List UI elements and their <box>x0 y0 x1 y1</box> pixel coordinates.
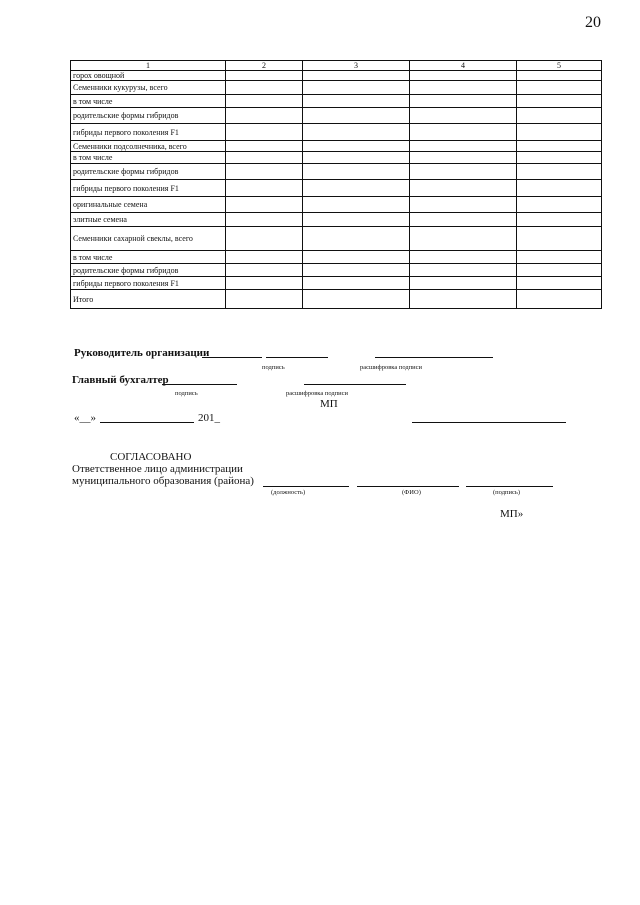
table-row <box>71 197 602 213</box>
row-label: гибриды первого поколения F1 <box>71 277 226 290</box>
row-label: горох овощной <box>71 71 226 81</box>
table-cell <box>303 180 410 197</box>
table-cell <box>226 124 303 141</box>
head-signature-caption: подпись <box>262 364 285 371</box>
approval-title: СОГЛАСОВАНО <box>110 451 192 463</box>
row-label: Семенники кукурузы, всего <box>71 81 226 95</box>
table-cell <box>517 197 602 213</box>
table-cell <box>517 180 602 197</box>
seed-table <box>70 60 602 309</box>
table-row <box>71 71 602 81</box>
table-cell <box>410 197 517 213</box>
table-cell <box>226 264 303 277</box>
table-cell <box>410 213 517 227</box>
accountant-label: Главный бухгалтер <box>72 374 169 386</box>
head-decoding-caption: расшифровка подписи <box>360 364 423 371</box>
approval-line1: Ответственное лицо администрации <box>72 463 243 475</box>
table-header-row <box>71 61 602 71</box>
table-cell <box>410 81 517 95</box>
table-cell <box>303 277 410 290</box>
table-row <box>71 81 602 95</box>
table-cell <box>226 81 303 95</box>
table-cell <box>517 71 602 81</box>
head-blank-line[interactable] <box>202 357 262 358</box>
row-label: оригинальные семена <box>71 197 226 213</box>
table-cell <box>517 152 602 164</box>
approval-line2: муниципального образования (района) <box>72 475 254 487</box>
row-label: в том числе <box>71 251 226 264</box>
table-cell <box>226 141 303 152</box>
table-row <box>71 124 602 141</box>
column-header: 1 <box>71 61 226 71</box>
table-cell <box>517 227 602 251</box>
table-cell <box>517 164 602 180</box>
row-label: Итого <box>71 290 226 309</box>
table-cell <box>303 164 410 180</box>
accountant-decoding-line[interactable] <box>304 384 406 385</box>
table-cell <box>410 95 517 108</box>
table-cell <box>517 81 602 95</box>
table-row <box>71 227 602 251</box>
table-row <box>71 180 602 197</box>
column-header: 3 <box>303 61 410 71</box>
table-cell <box>410 251 517 264</box>
table-row <box>71 213 602 227</box>
table-cell <box>303 108 410 124</box>
column-header: 4 <box>410 61 517 71</box>
table-row <box>71 152 602 164</box>
column-header: 2 <box>226 61 303 71</box>
table-row <box>71 277 602 290</box>
table-cell <box>226 95 303 108</box>
table-cell <box>226 108 303 124</box>
table-cell <box>517 108 602 124</box>
table-cell <box>303 290 410 309</box>
table-cell <box>410 264 517 277</box>
accountant-decoding-caption: расшифровка подписи <box>286 390 349 397</box>
table-cell <box>226 290 303 309</box>
row-label: родительские формы гибридов <box>71 164 226 180</box>
head-signature-line[interactable] <box>266 357 328 358</box>
table-row <box>71 264 602 277</box>
date-year: 201_ <box>198 412 220 424</box>
row-label: гибриды первого поколения F1 <box>71 124 226 141</box>
row-label: элитные семена <box>71 213 226 227</box>
table-cell <box>226 251 303 264</box>
approval-name-line[interactable] <box>357 486 459 487</box>
table-cell <box>303 227 410 251</box>
table-cell <box>226 277 303 290</box>
date-open: «__» <box>74 412 96 424</box>
table-cell <box>226 197 303 213</box>
row-label: Семенники подсолнечника, всего <box>71 141 226 152</box>
table-cell <box>303 152 410 164</box>
date-month-line[interactable] <box>100 422 194 423</box>
table-cell <box>517 290 602 309</box>
table-cell <box>303 81 410 95</box>
table-row <box>71 141 602 152</box>
table-cell <box>226 152 303 164</box>
row-label: родительские формы гибридов <box>71 264 226 277</box>
approval-position-line[interactable] <box>263 486 349 487</box>
table-cell <box>303 141 410 152</box>
approval-stamp-mark: МП» <box>500 508 524 520</box>
table-cell <box>303 264 410 277</box>
table-cell <box>410 180 517 197</box>
table-cell <box>517 141 602 152</box>
table-cell <box>410 227 517 251</box>
table-cell <box>303 71 410 81</box>
table-row <box>71 108 602 124</box>
table-cell <box>410 141 517 152</box>
table-cell <box>410 108 517 124</box>
table-cell <box>517 124 602 141</box>
approval-name-caption: (ФИО) <box>402 489 421 496</box>
table-cell <box>226 71 303 81</box>
approval-position-caption: (должность) <box>271 489 306 496</box>
table-cell <box>410 152 517 164</box>
accountant-signature-caption: подпись <box>175 390 198 397</box>
row-label: родительские формы гибридов <box>71 108 226 124</box>
table-cell <box>226 227 303 251</box>
table-cell <box>303 213 410 227</box>
accountant-signature-line[interactable] <box>162 384 237 385</box>
head-decoding-line[interactable] <box>375 357 493 358</box>
table-cell <box>303 124 410 141</box>
table-row <box>71 95 602 108</box>
table-cell <box>303 197 410 213</box>
table-cell <box>517 251 602 264</box>
head-label: Руководитель организации <box>74 347 210 359</box>
approval-signature-line[interactable] <box>466 486 553 487</box>
table-cell <box>410 277 517 290</box>
row-label: в том числе <box>71 152 226 164</box>
table-cell <box>517 264 602 277</box>
table-cell <box>410 290 517 309</box>
row-label: Семенники сахарной свеклы, всего <box>71 227 226 251</box>
approval-signature-caption: (подпись) <box>493 489 520 496</box>
row-label: в том числе <box>71 95 226 108</box>
table-cell <box>517 95 602 108</box>
table-row <box>71 290 602 309</box>
table-cell <box>517 277 602 290</box>
table-cell <box>410 164 517 180</box>
table-cell <box>303 251 410 264</box>
table-row <box>71 164 602 180</box>
page-number: 20 <box>585 14 601 31</box>
right-blank-line[interactable] <box>412 422 566 423</box>
row-label: гибриды первого поколения F1 <box>71 180 226 197</box>
table-cell <box>226 164 303 180</box>
table-cell <box>226 213 303 227</box>
column-header: 5 <box>517 61 602 71</box>
table-cell <box>303 95 410 108</box>
table-cell <box>410 124 517 141</box>
table-cell <box>226 180 303 197</box>
table-cell <box>517 213 602 227</box>
table-row <box>71 251 602 264</box>
table-cell <box>410 71 517 81</box>
stamp-mark: МП <box>320 398 338 410</box>
